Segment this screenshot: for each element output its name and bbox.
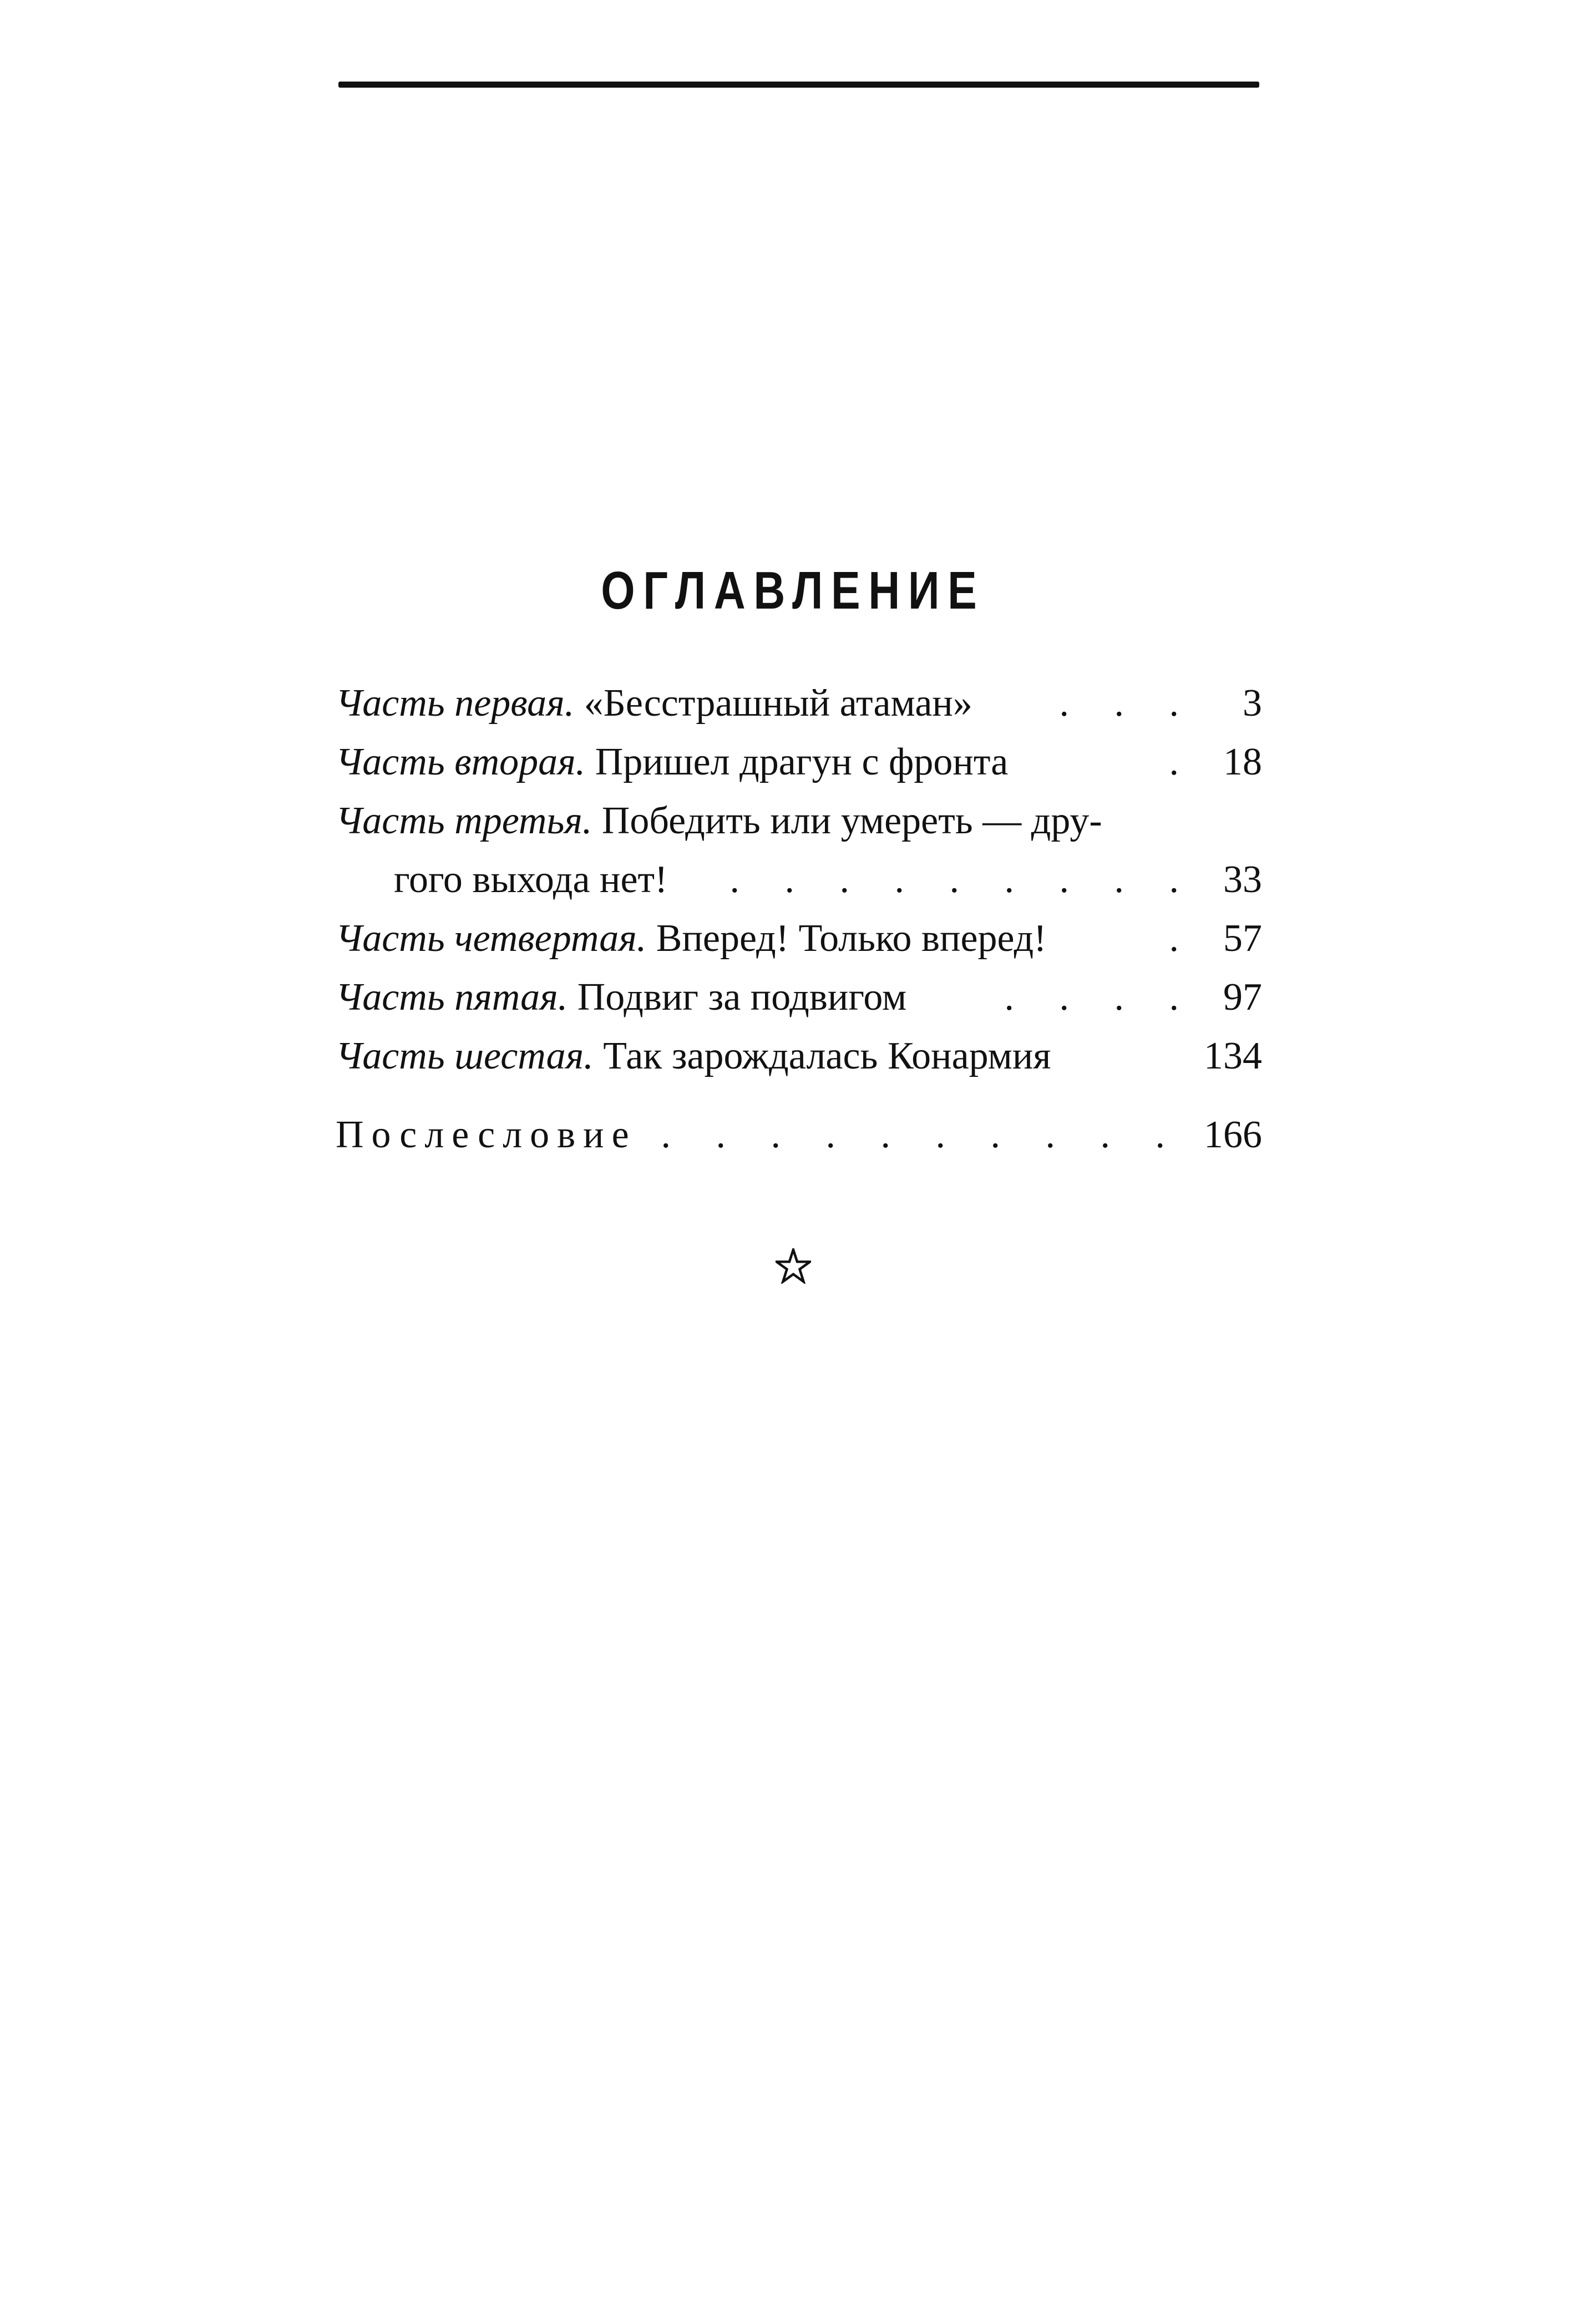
page-number: 97 xyxy=(1223,976,1262,1019)
entry-title: Так зарождалась Конармия xyxy=(603,1035,1051,1077)
part-label: Часть шестая. xyxy=(336,1035,594,1077)
page-number: 33 xyxy=(1223,858,1262,901)
entry-title: Победить или умереть — дру- xyxy=(601,799,1102,842)
entry-title: Вперед! Только вперед! xyxy=(656,917,1047,960)
page-number: 134 xyxy=(1204,1035,1262,1077)
part-label: Часть вторая. xyxy=(336,741,586,783)
toc-entry-afterword[interactable] xyxy=(336,1106,1262,1164)
star-icon xyxy=(0,1248,1586,1287)
dot-leader: . . . . . . . . . xyxy=(729,858,1197,901)
entry-title: Пришел драгун с фронта xyxy=(595,741,1009,783)
part-label: Часть четвертая. xyxy=(336,917,647,960)
toc-entry-part-1[interactable] xyxy=(336,674,1262,733)
entry-title: Подвиг за подвигом xyxy=(577,976,907,1019)
toc-title: ОГЛАВЛЕНИЕ xyxy=(601,561,985,620)
dot-leader: . . . . xyxy=(1004,976,1197,1019)
toc-entry-part-4[interactable] xyxy=(336,909,1262,968)
table-of-contents xyxy=(336,674,1262,1164)
toc-entry-part-2[interactable] xyxy=(336,733,1262,792)
dot-leader: . . . . . . . . . . xyxy=(661,1113,1183,1156)
dot-leader: . xyxy=(1169,741,1197,783)
dot-leader: . . . xyxy=(1059,682,1197,725)
part-label: Часть первая. xyxy=(336,682,575,725)
entry-title: «Бесстрашный атаман» xyxy=(584,682,972,725)
toc-entry-part-6[interactable] xyxy=(336,1027,1262,1086)
page-number: 18 xyxy=(1223,741,1262,783)
part-label: Часть третья. xyxy=(336,799,592,842)
toc-entry-part-3[interactable] xyxy=(336,792,1262,850)
star-icon xyxy=(776,1248,811,1284)
entry-title: Послесловие xyxy=(336,1113,637,1156)
toc-entry-part-3-continued[interactable] xyxy=(336,850,1262,909)
dot-leader: . xyxy=(1169,917,1197,960)
entry-title-continued: гого выхода нет! xyxy=(394,858,668,901)
page-number: 57 xyxy=(1223,917,1262,960)
page-number: 166 xyxy=(1204,1113,1262,1156)
top-rule xyxy=(338,82,1259,88)
part-label: Часть пятая. xyxy=(336,976,568,1019)
page-number: 3 xyxy=(1243,682,1262,725)
toc-entry-part-5[interactable] xyxy=(336,968,1262,1027)
